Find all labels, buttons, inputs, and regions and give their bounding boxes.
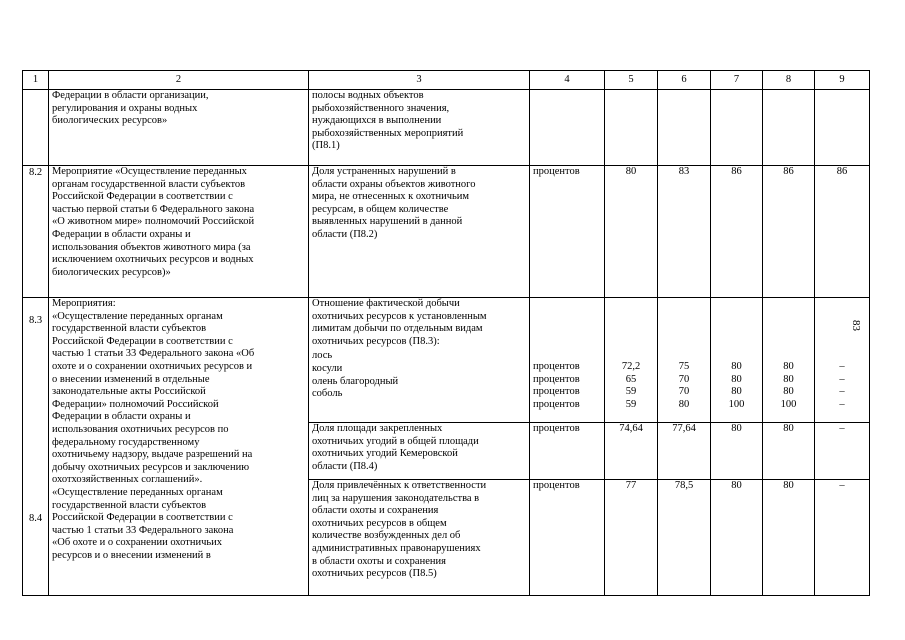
value-cell: –: [815, 423, 870, 480]
table-row: [23, 298, 870, 423]
value-cell: 72,2 65 59 59: [605, 298, 658, 423]
col-header-2: 2: [49, 71, 309, 90]
measure-cell: Мероприятие «Осуществление переданных органам государственной власти субъектов Российской Федерации в соответствии с частью первой статьи 6 Федерального закона «О животном мире» полномочий Российской Федерации в области охраны и использования объектов животного мира (за исключением охотничьих ресурсов и водных биологических ресурсов)»: [49, 166, 309, 298]
col-header-1: 1: [23, 71, 49, 90]
value-cell: 80 80 80 100: [711, 298, 763, 423]
table-row: [23, 90, 870, 166]
value-cell: 80: [605, 166, 658, 298]
col-header-9: 9: [815, 71, 870, 90]
indicator-cell: полосы водных объектов рыбохозяйственного значения, нуждающихся в выполнении рыбохозяйственных мероприятий (П8.1): [309, 90, 530, 166]
value-cell: 80: [711, 423, 763, 480]
col-header-6: 6: [658, 71, 711, 90]
measure-cell: Федерации в области организации, регулирования и охраны водных биологических ресурсов»: [49, 90, 309, 166]
species-label: соболь: [312, 388, 343, 400]
unit-cell: процентов процентов процентов процентов: [530, 298, 605, 423]
col-header-3: 3: [309, 71, 530, 90]
value-cell: 77: [605, 480, 658, 596]
value-cell: 77,64: [658, 423, 711, 480]
table-row: [23, 166, 870, 298]
col-header-4: 4: [530, 71, 605, 90]
species-label: косули: [312, 362, 343, 374]
unit-cell: процентов: [530, 166, 605, 298]
species-label: лось: [312, 350, 333, 362]
indicator-text: Отношение фактической добычи охотничьих ресурсов к установленным лимитам добычи по отдельным видам охотничьих ресурсов (П8.3):: [312, 298, 487, 347]
page-number: 83: [850, 320, 862, 331]
row-number-cell: 8.2: [23, 166, 49, 298]
column-number-row: [23, 71, 870, 90]
unit-cell: процентов: [530, 480, 605, 596]
indicator-cell: [309, 298, 530, 423]
value-cell: 80: [711, 480, 763, 596]
value-cell: 86: [815, 166, 870, 298]
species-label: олень благородный: [312, 375, 399, 387]
indicator-cell: Доля площади закрепленных охотничьих угодий в общей площади охотничьих угодий Кемеровской области (П8.4): [309, 423, 530, 480]
measure-cell: Мероприятия: «Осуществление переданных органам государственной власти субъектов Российской Федерации в соответствии с частью 1 статьи 33 Федерального закона «Об охоте и о сохранении охотничьих ресурсов и о внесении изменений в отдельные законодательные акты Российской Федерации» полномочий Российской Федерации в области охраны и использования охотничьих ресурсов по федеральному государственному охотничьему надзору, выдаче разрешений на добычу охотничьих ресурсов и заключению охотхозяйственных соглашений». «Осуществление переданных органам государственной власти субъектов Российской Федерации в соответствии с частью 1 статьи 33 Федерального закона «Об охоте и о сохранении охотничьих ресурсов и о внесении изменений в: [49, 298, 309, 596]
indicator-cell: Доля привлечённых к ответственности лиц за нарушения законодательства в области охоты и сохранения охотничьих ресурсов в общем количестве возбужденных дел об административных правонарушениях в области охоты и сохранения охотничьих ресурсов (П8.5): [309, 480, 530, 596]
col-header-7: 7: [711, 71, 763, 90]
unit-cell: процентов: [530, 423, 605, 480]
value-cell: 86: [763, 166, 815, 298]
value-cell: – – – –: [815, 298, 870, 423]
value-cell: 83: [658, 166, 711, 298]
row-number-8-3: 8.3: [28, 315, 43, 326]
col-header-8: 8: [763, 71, 815, 90]
value-cell: 80: [763, 480, 815, 596]
value-cell: 75 70 70 80: [658, 298, 711, 423]
value-cell: 86: [711, 166, 763, 298]
row-number-cell: [23, 298, 49, 596]
value-cell: 74,64: [605, 423, 658, 480]
row-number-cell: [23, 90, 49, 166]
value-cell: 78,5: [658, 480, 711, 596]
value-cell: 80 80 80 100: [763, 298, 815, 423]
col-header-5: 5: [605, 71, 658, 90]
value-cell: 80: [763, 423, 815, 480]
indicator-cell: Доля устраненных нарушений в области охраны объектов животного мира, не отнесенных к охотничьим ресурсам, в общем количестве выявленных нарушений в данной области (П8.2): [309, 166, 530, 298]
row-number-8-4: 8.4: [28, 513, 43, 524]
indicator-table: [22, 70, 870, 596]
value-cell: –: [815, 480, 870, 596]
